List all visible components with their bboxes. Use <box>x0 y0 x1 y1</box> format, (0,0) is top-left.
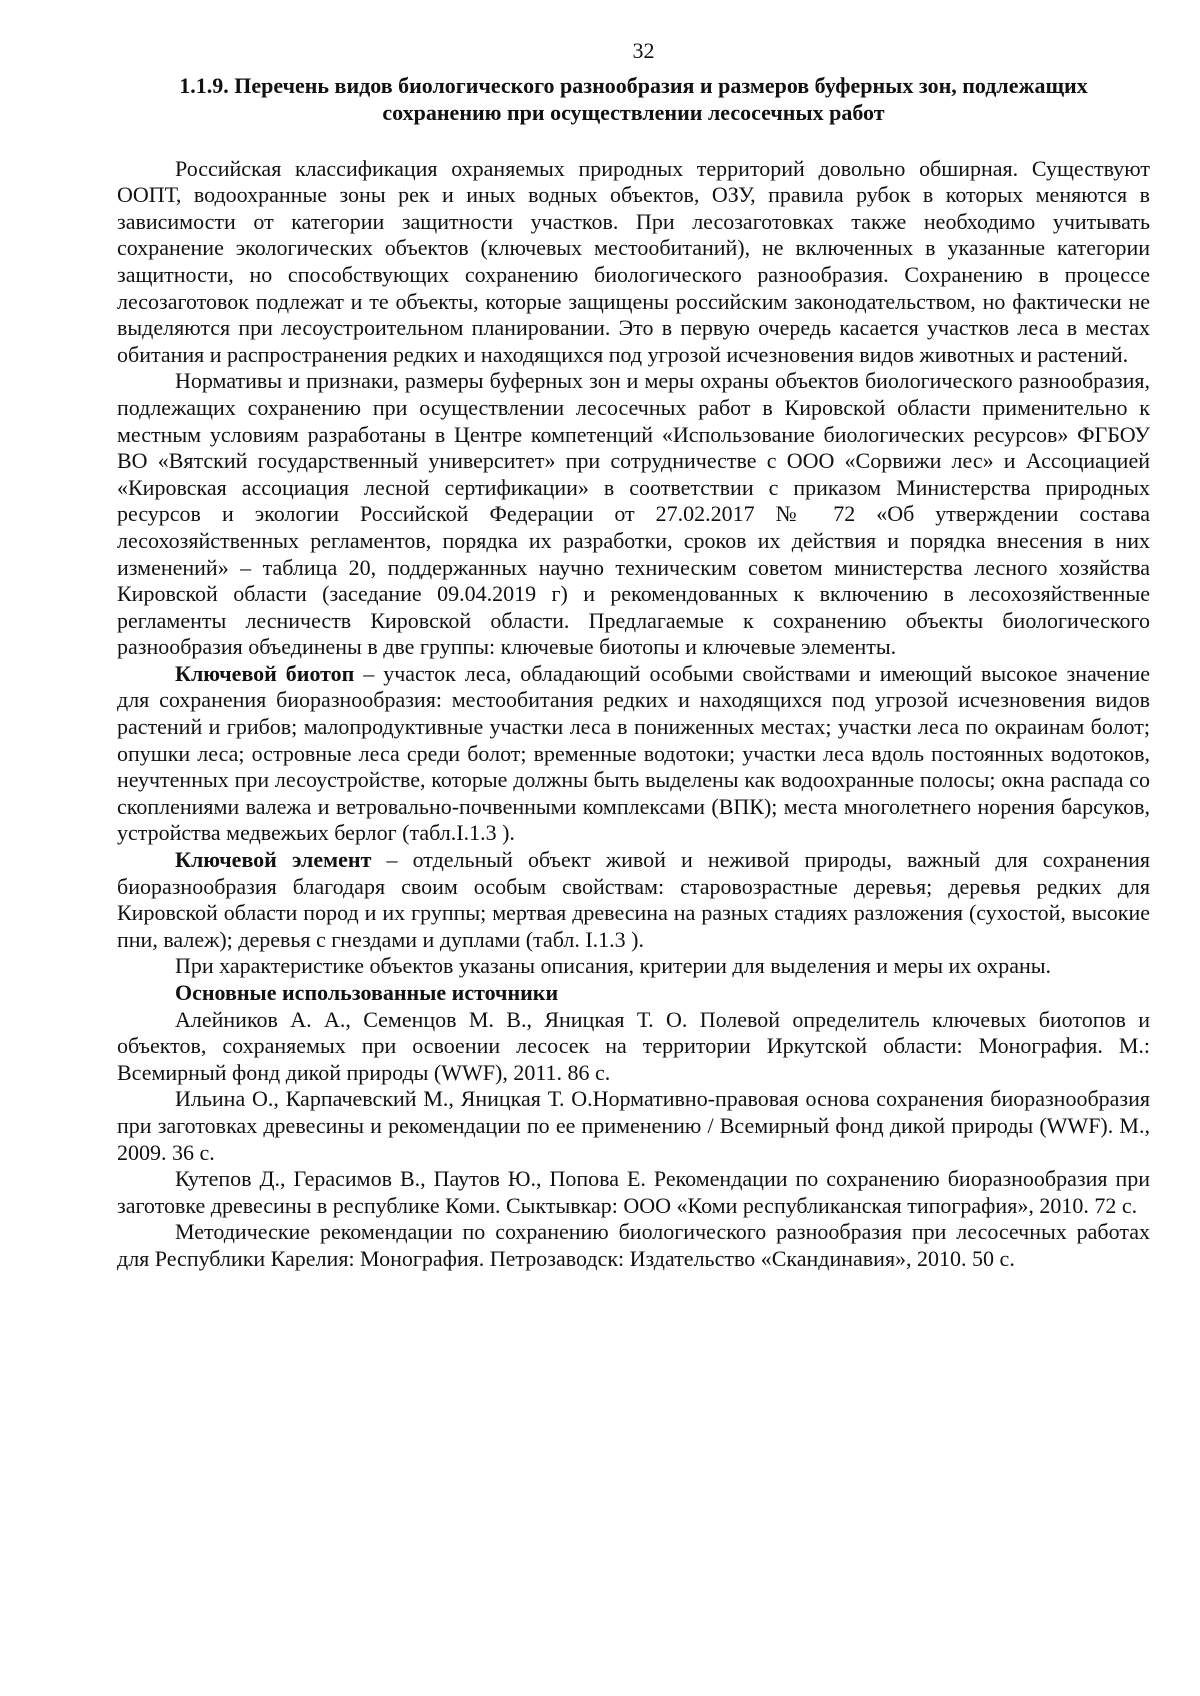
paragraph-classification: Российская классификация охраняемых природных территорий довольно обширная. Существуют ООПТ, водоохранные зоны рек и иных водных объектов, ОЗУ, правила рубок в которых меняются в зависимости от категории защитности участков. При лесозаготовках также необходимо учитывать сохранение экологических объектов (ключевых местообитаний), не включенных в указанные категории защитности, но способствующих сохранению биологического разнообразия. Сохранению в процессе лесозаготовок подлежат и те объекты, которые защищены российским законодательством, но фактически не выделяются при лесоустроительном планировании. Это в первую очередь касается участков леса в местах обитания и распространения редких и находящихся под угрозой исчезновения видов животных и растений. <box>117 155 1150 367</box>
section-heading-line-2: сохранению при осуществлении лесосечных работ <box>382 99 885 125</box>
paragraph-characteristics: При характеристике объектов указаны описания, критерии для выделения и меры их охраны. <box>175 953 1052 979</box>
sources-heading: Основные использованные источники <box>175 980 559 1005</box>
paragraph-key-element <box>117 847 1150 953</box>
source-item: Алейников А. А., Семенцов М. В., Яницкая Т. О. Полевой определитель ключевых биотопов и объектов, сохраняемых при освоении лесосек на территории Иркутской области: Монография. М.: Всемирный фонд дикой природы (WWF), 2011. 86 с. <box>117 1006 1150 1085</box>
source-item: Кутепов Д., Герасимов В., Паутов Ю., Попова Е. Рекомендации по сохранению биоразнообразия при заготовке древесины в республике Коми. Сыктывкар: ООО «Коми республиканская типография», 2010. 72 с. <box>117 1166 1150 1218</box>
definition-key-element: – отдельный объект живой и неживой природы, важный для сохранения биоразнообразия благодаря своим особым свойствам: старовозрастные деревья; деревья редких для Кировской области пород и их группы; мертвая древесина на разных стадиях разложения (сухостой, высокие пни, валеж); деревья с гнездами и дуплами (табл. I.1.3 ). <box>117 847 1150 952</box>
section-heading-line-1: 1.1.9. Перечень видов биологического разнообразия и размеров буферных зон, подлежащих <box>179 72 1088 98</box>
term-key-biotope: Ключевой биотоп <box>175 660 355 686</box>
source-item: Ильина О., Карпачевский М., Яницкая Т. О.Нормативно-правовая основа сохранения биоразнообразия при заготовках древесины и рекомендации по ее применению / Всемирный фонд дикой природы (WWF). М., 2009. 36 с. <box>117 1086 1150 1165</box>
section-heading <box>117 72 1150 126</box>
definition-key-biotope: – участок леса, обладающий особыми свойствами и имеющий высокое значение для сохранения биоразнообразия: местообитания редких и находящихся под угрозой исчезновения видов растений и грибов; малопродуктивные участки леса в пониженных местах; участки леса по окраинам болот; опушки леса; островные леса среди болот; временные водотоки; участки леса вдоль постоянных водотоков, неучтенных при лесоустройстве, которые должны быть выделены как водоохранные полосы; окна распада со скоплениями валежа и ветровально-почвенными комплексами (ВПК); места многолетнего норения барсуков, устройства медвежьих берлог (табл.I.1.3 ). <box>117 660 1150 846</box>
paragraph-key-biotope <box>117 661 1150 847</box>
paragraph-normatives: Нормативы и признаки, размеры буферных зон и меры охраны объектов биологического разнообразия, подлежащих сохранению при осуществлении лесосечных работ в Кировской области применительно к местным условиям разработаны в Центре компетенций «Использование биологических ресурсов» ФГБОУ ВО «Вятский государственный университет» при сотрудничестве с ООО «Сорвижи лес» и Ассоциацией «Кировская ассоциация лесной сертификации» в соответствии с приказом Министерства природных ресурсов и экологии Российской Федерации от 27.02.2017 № 72 «Об утверждении состава лесохозяйственных регламентов, порядка их разработки, сроков их действия и порядка внесения в них изменений» – таблица 20, поддержанных научно техническим советом министерства лесного хозяйства Кировской области (заседание 09.04.2019 г) и рекомендованных к включению в лесохозяйственные регламенты лесничеств Кировской области. Предлагаемые к сохранению объекты биологического разнообразия объединены в две группы: ключевые биотопы и ключевые элементы. <box>117 368 1150 660</box>
term-key-element: Ключевой элемент <box>175 847 372 873</box>
source-item: Методические рекомендации по сохранению биологического разнообразия при лесосечных работах для Республики Карелия: Монография. Петрозаводск: Издательство «Скандинавия», 2010. 50 с. <box>117 1219 1150 1271</box>
page-number: 32 <box>632 38 655 63</box>
